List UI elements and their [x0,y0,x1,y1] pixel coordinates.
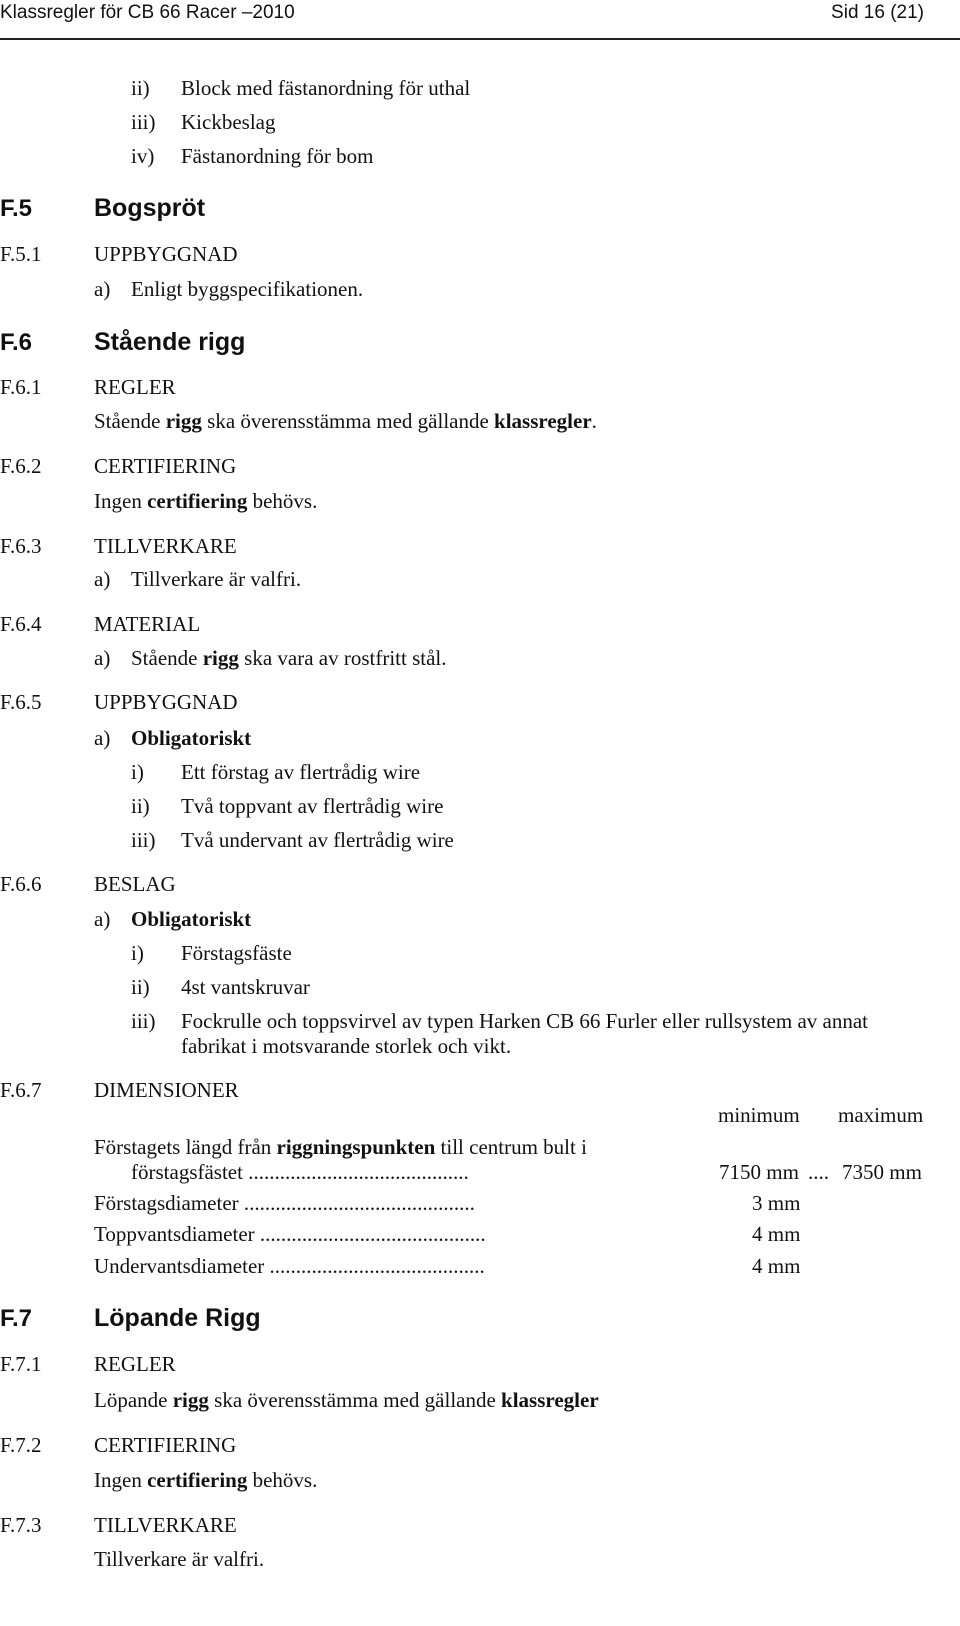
subsection-heading: UPPBYGGNAD [94,690,238,714]
dimension-min-value: 7150 mm [719,1160,799,1184]
list-item-text: Två undervant av flertrådig wire [181,828,454,852]
header-divider [0,38,960,40]
dimension-label: Förstagets längd från riggningspunkten till centrum bult i [94,1135,587,1159]
item-label: a) [94,567,111,591]
item-text: Tillverkare är valfri. [131,567,302,591]
subsection-heading: REGLER [94,1352,176,1376]
subsection-heading: UPPBYGGNAD [94,242,238,266]
dimension-min-value: 3 mm [752,1191,801,1215]
paragraph: Ingen certifiering behövs. [94,1468,318,1492]
dimension-leader: .... [808,1160,829,1184]
item-text: Stående rigg ska vara av rostfritt stål. [131,646,447,670]
dimension-label: Toppvantsdiameter ........................................... [94,1222,486,1246]
section-title: Stående rigg [94,328,246,356]
list-item-text: 4st vantskruvar [181,975,310,999]
dimension-min-value: 4 mm [752,1254,801,1278]
list-item-roman: ii) [131,975,150,999]
paragraph: Tillverkare är valfri. [94,1547,265,1571]
paragraph: Ingen certifiering behövs. [94,489,318,513]
page-header-title: Klassregler för CB 66 Racer –2010 [0,2,295,23]
subsection-heading: CERTIFIERING [94,1433,237,1457]
subsection-number: F.7.3 [0,1513,42,1537]
list-item-text-continued: fabrikat i motsvarande storlek och vikt. [181,1034,512,1058]
item-text: Enligt byggspecifikationen. [131,277,364,301]
list-item-roman: iii) [131,1009,156,1033]
section-title: Bogspröt [94,194,206,222]
subsection-number: F.6.5 [0,690,42,714]
column-header-maximum: maximum [838,1103,924,1127]
list-item-text: Fockrulle och toppsvirvel av typen Harken CB 66 Furler eller rullsystem av annat [181,1009,869,1033]
dimension-min-value: 4 mm [752,1222,801,1246]
subsection-number: F.6.4 [0,612,42,636]
paragraph: Stående rigg ska överensstämma med gällande klassregler. [94,409,597,433]
column-header-minimum: minimum [718,1103,800,1127]
subsection-number: F.7.1 [0,1352,42,1376]
item-label: a) [94,907,111,931]
list-item-roman: ii) [131,76,150,100]
item-label: a) [94,726,111,750]
list-item-roman: ii) [131,794,150,818]
list-item-roman: iii) [131,110,156,134]
subsection-heading: TILLVERKARE [94,534,237,558]
subsection-number: F.5.1 [0,242,42,266]
subsection-number: F.6.3 [0,534,42,558]
list-item-roman: iv) [131,144,155,168]
subsection-heading: DIMENSIONER [94,1078,239,1102]
subsection-heading: TILLVERKARE [94,1513,237,1537]
section-title: Löpande Rigg [94,1304,261,1332]
item-text: Obligatoriskt [131,907,252,931]
section-number: F.6 [0,329,33,356]
section-number: F.5 [0,195,33,222]
subsection-heading: CERTIFIERING [94,454,237,478]
list-item-roman: iii) [131,828,156,852]
subsection-number: F.6.7 [0,1078,42,1102]
item-label: a) [94,646,111,670]
item-label: a) [94,277,111,301]
page-number: Sid 16 (21) [831,2,924,23]
dimension-label: Undervantsdiameter ......................................... [94,1254,485,1278]
subsection-heading: MATERIAL [94,612,201,636]
list-item-text: Fästanordning för bom [181,144,374,168]
subsection-heading: REGLER [94,375,176,399]
dimension-label: Förstagsdiameter ............................................ [94,1191,475,1215]
list-item-text: Ett förstag av flertrådig wire [181,760,421,784]
dimension-max-value: 7350 mm [842,1160,922,1184]
subsection-number: F.6.2 [0,454,42,478]
section-number: F.7 [0,1305,33,1332]
dimension-label-continued: förstagsfästet .......................................... [131,1160,469,1184]
list-item-roman: i) [131,760,144,784]
list-item-text: Kickbeslag [181,110,276,134]
paragraph: Löpande rigg ska överensstämma med gällande klassregler [94,1388,599,1412]
item-text: Obligatoriskt [131,726,252,750]
list-item-text: Block med fästanordning för uthal [181,76,471,100]
subsection-number: F.6.1 [0,375,42,399]
subsection-number: F.7.2 [0,1433,42,1457]
list-item-roman: i) [131,941,144,965]
list-item-text: Förstagsfäste [181,941,292,965]
subsection-heading: BESLAG [94,872,176,896]
subsection-number: F.6.6 [0,872,42,896]
list-item-text: Två toppvant av flertrådig wire [181,794,444,818]
